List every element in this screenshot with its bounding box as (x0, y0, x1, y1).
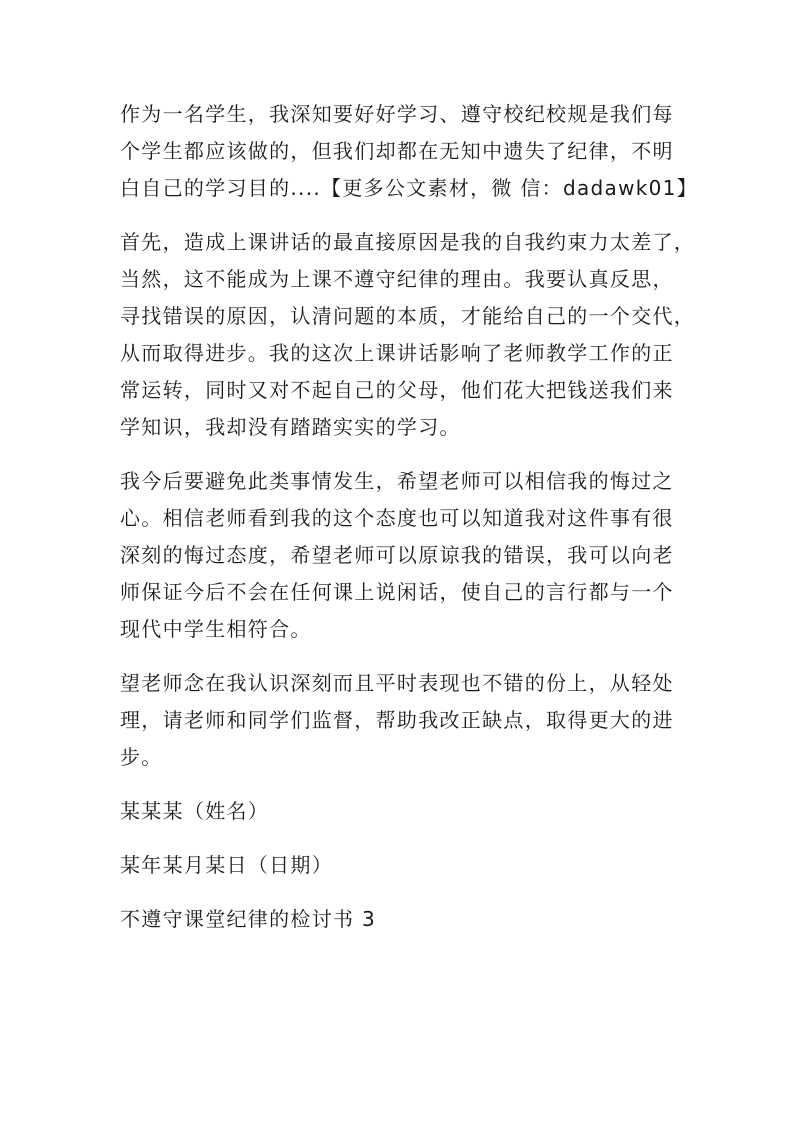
paragraph-1 (120, 96, 698, 207)
paragraph-line: 常运转，同时又对不起自己的父母，他们花大把钱送我们来 (120, 378, 674, 402)
paragraph-line: 作为一名学生，我深知要好好学习、遵守校纪校规是我们每 (120, 102, 674, 126)
paragraph-4 (120, 665, 685, 776)
paragraph-line: 学知识，我却没有踏踏实实的学习。 (120, 415, 461, 439)
paragraph-line: 师保证今后不会在任何课上说闲话，使自己的言行都与一个 (120, 580, 674, 604)
paragraph-line: 深刻的悔过态度，希望老师可以原谅我的错误，我可以向老 (120, 543, 674, 567)
paragraph-line: 理，请老师和同学们监督，帮助我改正缺点，取得更大的进 (120, 708, 674, 732)
paragraph-line: 现代中学生相符合。 (120, 617, 312, 641)
paragraph-2 (120, 224, 696, 446)
paragraph-line: 我今后要避免此类事情发生，希望老师可以相信我的悔过之 (120, 469, 674, 493)
paragraph-line: 个学生都应该做的，但我们却都在无知中遗失了纪律，不明 (120, 139, 674, 163)
paragraph-3 (120, 463, 685, 648)
document-body (120, 96, 698, 955)
paragraph-line: 白自己的学习目的....【更多公文素材，微 信：dadawk01】 (120, 176, 698, 200)
paragraph-line: 步。 (120, 745, 163, 769)
signature-date: 某年某月某日（日期） (120, 853, 333, 877)
paragraph-line: 首先，造成上课讲话的最直接原因是我的自我约束力太差了， (120, 230, 696, 254)
paragraph-line: 望老师念在我认识深刻而且平时表现也不错的份上，从轻处 (120, 671, 674, 695)
paragraph-line: 从而取得进步。我的这次上课讲话影响了老师教学工作的正 (120, 341, 674, 365)
paragraph-line: 心。相信老师看到我的这个态度也可以知道我对这件事有很 (120, 506, 674, 530)
next-section-title: 不遵守课堂纪律的检讨书 3 (120, 907, 376, 931)
signature-name: 某某某（姓名） (120, 799, 270, 823)
paragraph-line: 当然，这不能成为上课不遵守纪律的理由。我要认真反思， (120, 267, 674, 291)
paragraph-line: 寻找错误的原因，认清问题的本质，才能给自己的一个交代， (120, 304, 696, 328)
